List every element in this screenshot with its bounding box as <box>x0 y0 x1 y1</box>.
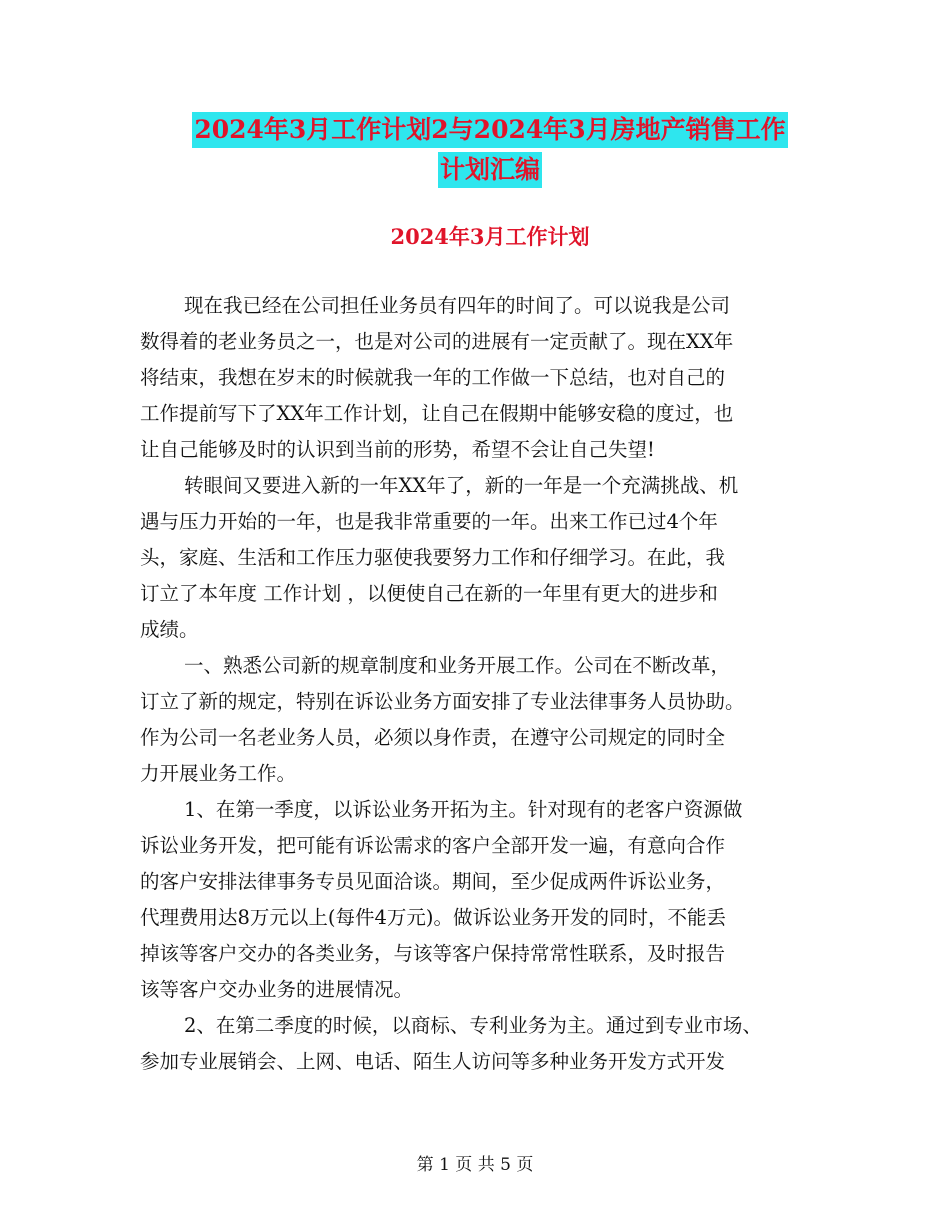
text-line: 订立了本年度 工作计划 ，以便使自己在新的一年里有更大的进步和 <box>140 582 718 605</box>
text-line: 头，家庭、生活和工作压力驱使我要努力工作和仔细学习。在此，我 <box>140 546 726 569</box>
text-line: 参加专业展销会、上网、电话、陌生人访问等多种业务开发方式开发 <box>140 1050 726 1073</box>
text-line: 订立了新的规定，特别在诉讼业务方面安排了专业法律事务人员协助。 <box>140 690 745 713</box>
text-line: 将结束，我想在岁末的时候就我一年的工作做一下总结，也对自己的 <box>140 366 726 389</box>
text-line: 转眼间又要进入新的一年XX年了，新的一年是一个充满挑战、机 <box>184 474 739 497</box>
text-line: 一、熟悉公司新的规章制度和业务开展工作。公司在不断改革， <box>184 654 731 677</box>
text-line: 遇与压力开始的一年，也是我非常重要的一年。出来工作已过4个年 <box>140 510 718 533</box>
text-line: 数得着的老业务员之一，也是对公司的进展有一定贡献了。现在XX年 <box>140 330 734 353</box>
text-line: 成绩。 <box>140 618 199 641</box>
text-line: 作为公司一名老业务人员，必须以身作责，在遵守公司规定的同时全 <box>140 726 726 749</box>
section-title: 2024年3月工作计划 <box>390 224 590 249</box>
text-line: 力开展业务工作。 <box>140 762 297 785</box>
text-line: 2、在第二季度的时候，以商标、专利业务为主。通过到专业市场、 <box>184 1014 762 1037</box>
text-line: 该等客户交办业务的进展情况。 <box>140 978 414 1001</box>
text-line: 诉讼业务开发，把可能有诉讼需求的客户全部开发一遍，有意向合作 <box>140 834 726 857</box>
text-line: 掉该等客户交办的各类业务，与该等客户保持常常性联系，及时报告 <box>140 942 726 965</box>
text-line: 让自己能够及时的认识到当前的形势，希望不会让自己失望! <box>140 438 655 461</box>
text-line: 1、在第一季度，以诉讼业务开拓为主。针对现有的老客户资源做 <box>184 798 743 821</box>
body-text <box>140 288 800 1080</box>
title-line-2: 计划汇编 <box>438 152 542 188</box>
text-line: 的客户安排法律事务专员见面洽谈。期间，至少促成两件诉讼业务， <box>140 870 726 893</box>
text-line: 现在我已经在公司担任业务员有四年的时间了。可以说我是公司 <box>184 294 731 317</box>
page-footer: 第 1 页 共 5 页 <box>416 1155 534 1175</box>
title-line-1: 2024年3月工作计划2与2024年3月房地产销售工作 <box>192 112 787 148</box>
text-line: 代理费用达8万元以上(每件4万元)。做诉讼业务开发的同时，不能丢 <box>140 906 727 929</box>
text-line: 工作提前写下了XX年工作计划，让自己在假期中能够安稳的度过，也 <box>140 402 734 425</box>
document-title <box>140 112 840 188</box>
